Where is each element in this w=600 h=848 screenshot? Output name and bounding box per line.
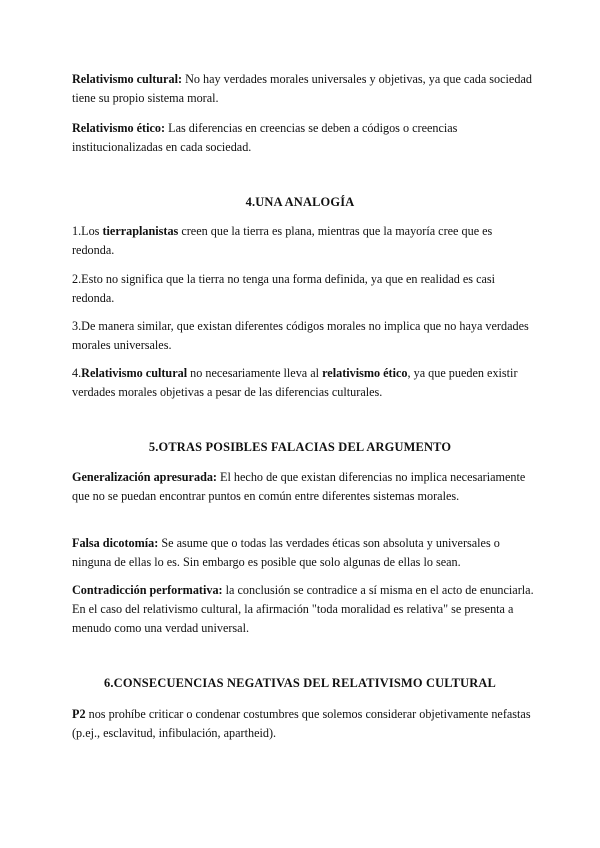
section-heading-falacias: 5.OTRAS POSIBLES FALACIAS DEL ARGUMENTO: [148, 440, 452, 454]
term: Generalización apresurada:: [72, 470, 217, 484]
list-item: 2.Esto no significa que la tierra no tenga una forma definida, ya que en realidad es casi redonda.: [72, 272, 496, 305]
list-item: 1.Los tierraplanistas creen que la tierra es plana, mientras que la mayoría cree que es redonda.: [72, 224, 493, 257]
definition-relativismo-etico: Relativismo ético: Las diferencias en creencias se deben a códigos o creencias institucionalizadas en cada sociedad.: [72, 121, 458, 154]
section-heading-analogia: 4.UNA ANALOGÍA: [245, 195, 355, 209]
fallacy-contradiccion: Contradicción performativa: la conclusión se contradice a sí misma en el acto de enunciarla. En el caso del relativismo cultural, la afirmación "toda moralidad es relativa" se presenta a menudo como una verdad universal.: [72, 583, 534, 635]
term: Falsa dicotomía:: [72, 536, 159, 550]
list-item: 3.De manera similar, que existan diferentes códigos morales no implica que no haya verdades morales universales.: [72, 319, 529, 352]
section-heading-consecuencias: 6.CONSECUENCIAS NEGATIVAS DEL RELATIVISMO CULTURAL: [103, 676, 497, 690]
list-item: 4.Relativismo cultural no necesariamente lleva al relativismo ético, ya que pueden existir verdades morales objetivas a pesar de las diferencias culturales.: [72, 366, 518, 399]
term: P2: [72, 707, 86, 721]
definition-relativismo-cultural: Relativismo cultural: No hay verdades morales universales y objetivas, ya que cada sociedad tiene su propio sistema moral.: [72, 72, 532, 105]
term: Contradicción performativa:: [72, 583, 223, 597]
consequence-p2: P2 nos prohíbe criticar o condenar costumbres que solemos considerar objetivamente nefastas (p.ej., esclavitud, infibulación, apartheid).: [72, 707, 531, 740]
fallacy-generalizacion: Generalización apresurada: El hecho de que existan diferencias no implica necesariamente que no se puedan encontrar puntos en común entre diferentes sistemas morales.: [72, 470, 526, 503]
fallacy-falsa-dicotomia: Falsa dicotomía: Se asume que o todas las verdades éticas son absoluta y universales o ninguna de ellas lo es. Sin embargo es posible que solo algunas de ellas lo sean.: [72, 536, 500, 569]
term: Relativismo ético:: [72, 121, 166, 135]
term: Relativismo cultural:: [72, 72, 183, 86]
